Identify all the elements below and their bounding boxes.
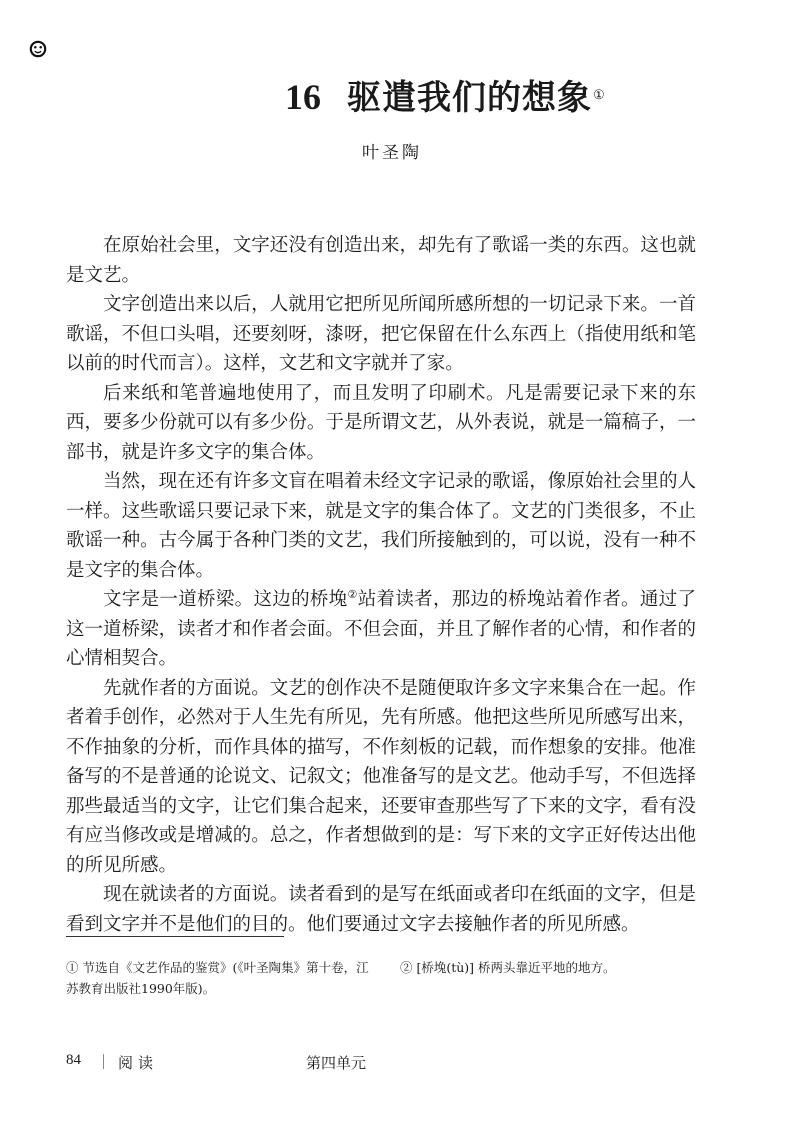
paragraph [66, 585, 696, 674]
lesson-title: 驱遣我们的想象 [347, 78, 592, 118]
paragraph: 后来纸和笔普遍地使用了，而且发明了印刷术。凡是需要记录下来的东西，要多少份就可以有多少份。于是所谓文艺，从外表说，就是一篇稿子，一部书，就是许多文字的集合体。 [66, 382, 696, 463]
smiley-icon [29, 40, 47, 58]
footnote-1: ① 节选自《文艺作品的鉴赏》(《叶圣陶集》第十卷，江苏教育出版社1990年版)。 [66, 960, 369, 996]
paragraph-text: 站着读者，那边的桥堍站着作者。通过了这一道桥梁，读者才和作者会面。不但会面，并且了解作者的心情，和作者的心情相契合。 [66, 589, 696, 669]
paragraph: 先就作者的方面说。文艺的创作决不是随便取许多文字来集合在一起。作者着手创作，必然对于人生先有所见，先有所感。他把这些所见所感写出来，不作抽象的分析，而作具体的描写，不作刻板的记载，而作想象的安排。他准备写的不是普通的论说文、记叙文；他准备写的是文艺。他动手写，不但选择那些最适当的文字，让它们集合起来，还要审查那些写了下来的文字，看有没有应当修改或是增减的。总之，作者想做到的是：写下来的文字正好传达出他的所见所感。 [66, 677, 696, 876]
paragraph: 文字创造出来以后，人就用它把所见所闻所感所想的一切记录下来。一首歌谣，不但口头唱，还要刻呀，漆呀，把它保留在什么东西上（指使用纸和笔以前的时代而言）。这样，文艺和文字就并了家。 [66, 294, 696, 374]
paragraph: 现在就读者的方面说。读者看到的是写在纸面或者印在纸面的文字，但是看到文字并不是他们的目的。他们要通过文字去接触作者的所见所感。 [66, 884, 696, 935]
author-name: 叶圣陶 [362, 143, 422, 163]
article-body [66, 231, 696, 939]
page-number: 84 [66, 1052, 81, 1068]
lesson-heading [285, 70, 605, 119]
unit-name: 第四单元 [306, 1054, 367, 1072]
paragraph: 当然，现在还有许多文盲在唱着未经文字记录的歌谣，像原始社会里的人一样。这些歌谣只要记录下来，就是文字的集合体了。文艺的门类很多，不止歌谣一种。古今属于各种门类的文艺，我们所接触到的，可以说，没有一种不是文字的集合体。 [66, 471, 696, 581]
footnote-reference: ② [347, 587, 358, 601]
section-name: 阅读 [118, 1054, 159, 1072]
title-footnote-marker: ① [593, 88, 605, 103]
paragraph: 在原始社会里，文字还没有创造出来，却先有了歌谣一类的东西。这也就是文艺。 [66, 235, 696, 286]
footnote-divider [66, 936, 284, 937]
footnote-2: ② [桥堍(tù)] 桥两头靠近平地的地方。 [400, 960, 616, 975]
footer-divider [103, 1054, 104, 1069]
paragraph-text: 文字是一道桥梁。这边的桥堍 [103, 589, 348, 610]
lesson-number: 16 [285, 77, 321, 117]
